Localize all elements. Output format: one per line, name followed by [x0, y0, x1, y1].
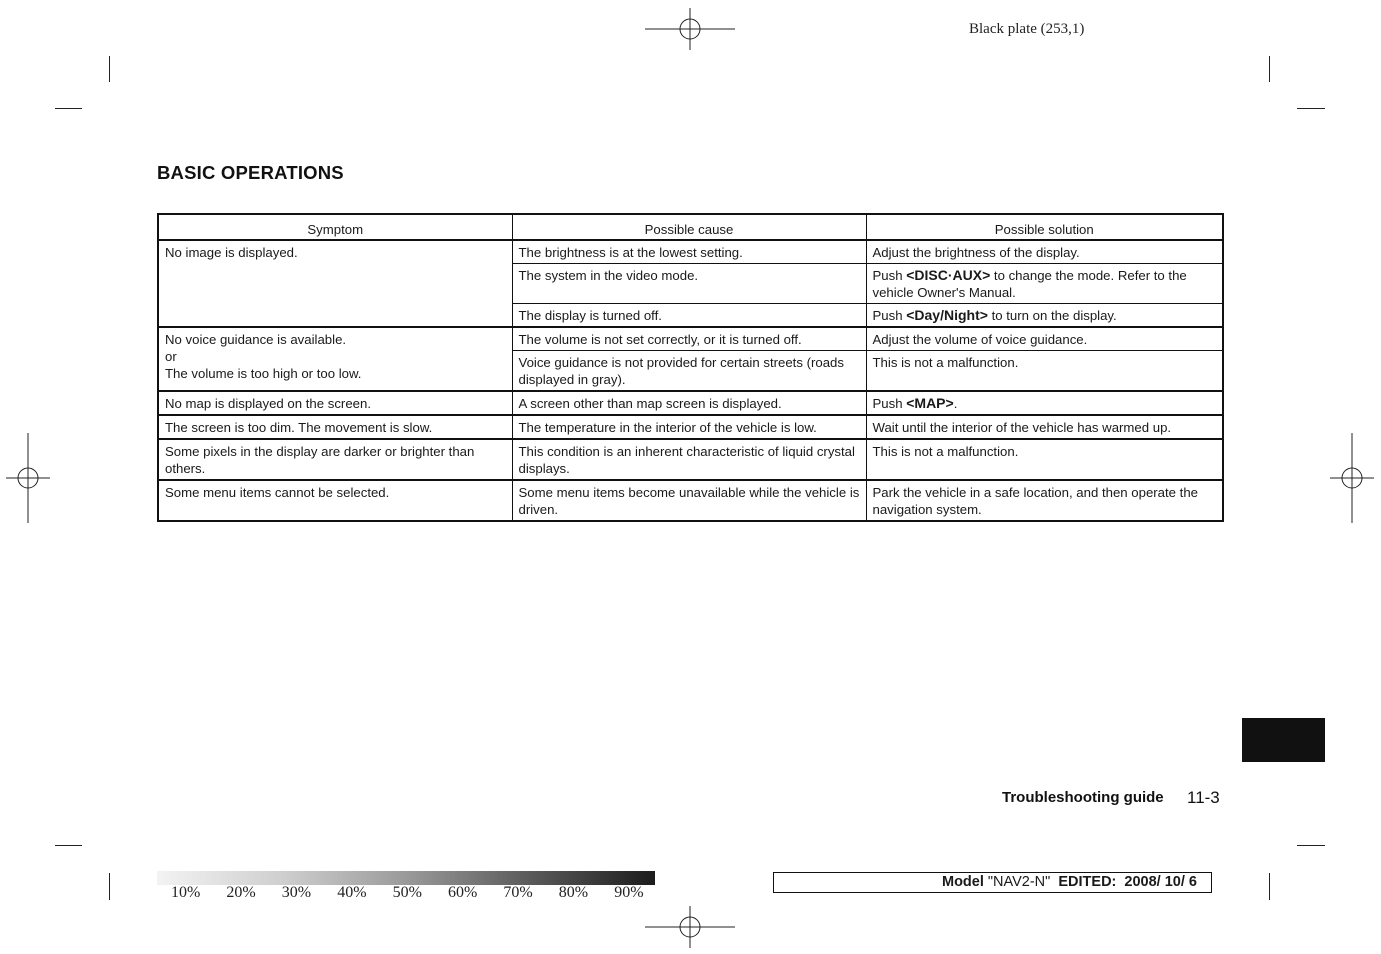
solution-text: Push: [872, 268, 907, 283]
solution-text: to turn on the display.: [987, 308, 1117, 323]
solution-cell: [866, 327, 1223, 351]
solution-text: Push: [872, 308, 907, 323]
model-prefix: Model: [941, 874, 988, 890]
symptom-text: No image is displayed.: [165, 245, 298, 260]
table-row: [158, 480, 1223, 521]
solution-cell: [866, 415, 1223, 439]
percent-label: 30%: [281, 884, 312, 901]
header-solution: Possible solution: [866, 214, 1223, 240]
cause-cell: Voice guidance is not provided for certain streets (roads displayed in gray).: [512, 351, 866, 392]
cause-cell: A screen other than map screen is displayed.: [512, 391, 866, 415]
table-header-row: [158, 214, 1223, 240]
gray-scale-bar: [157, 871, 655, 885]
table-row: [158, 327, 1223, 351]
troubleshooting-table: [157, 213, 1224, 522]
percent-label: 90%: [614, 884, 644, 901]
footer-guide-title: Troubleshooting guide: [1002, 789, 1164, 806]
percent-label: 50%: [392, 884, 422, 901]
model-name: "NAV2-N": [987, 874, 1051, 890]
registration-mark-right: [1330, 433, 1374, 523]
solution-cell: [866, 264, 1223, 304]
cause-cell: Some menu items become unavailable while the vehicle is driven.: [512, 480, 866, 521]
model-info-box: [773, 872, 1212, 893]
solution-text: This is not a malfunction.: [872, 444, 1019, 459]
symptom-text: The screen is too dim. The movement is slow.: [165, 420, 433, 435]
symptom-text: or: [165, 349, 177, 364]
table-row: [158, 391, 1223, 415]
solution-cell: [866, 351, 1223, 392]
section-title: BASIC OPERATIONS: [157, 162, 344, 183]
registration-mark-bottom: [645, 906, 735, 948]
symptom-cell: [158, 327, 512, 391]
symptom-text: The volume is too high or too low.: [165, 366, 362, 381]
symptom-text: Some pixels in the display are darker or brighter than others.: [165, 444, 475, 476]
table-body: [158, 240, 1223, 521]
registration-mark-left: [6, 433, 50, 523]
cause-cell: The display is turned off.: [512, 304, 866, 328]
table-row: [158, 439, 1223, 480]
symptom-text: No map is displayed on the screen.: [165, 396, 371, 411]
percent-label: 10%: [171, 884, 201, 901]
cause-cell: The system in the video mode.: [512, 264, 866, 304]
percent-label: 80%: [558, 884, 589, 901]
button-reference: <DISC·AUX>: [906, 267, 991, 283]
percent-label: 60%: [448, 884, 478, 901]
page-number: 11-3: [1187, 788, 1220, 807]
solution-text: Adjust the brightness of the display.: [872, 245, 1080, 260]
solution-cell: [866, 391, 1223, 415]
percent-label: 20%: [226, 884, 256, 901]
solution-text: Push: [872, 396, 907, 411]
chapter-tab: [1242, 718, 1325, 762]
symptom-text: No voice guidance is available.: [165, 332, 347, 347]
symptom-cell: [158, 415, 512, 439]
symptom-cell: [158, 480, 512, 521]
cause-cell: The brightness is at the lowest setting.: [512, 240, 866, 264]
solution-text: .: [953, 396, 958, 411]
solution-cell: [866, 304, 1223, 328]
solution-cell: [866, 439, 1223, 480]
table-row: [158, 240, 1223, 264]
symptom-cell: [158, 439, 512, 480]
percent-label: 70%: [503, 884, 533, 901]
cause-cell: This condition is an inherent characteristic of liquid crystal displays.: [512, 439, 866, 480]
solution-text: Wait until the interior of the vehicle has warmed up.: [872, 420, 1172, 435]
solution-text: to change the mode. Refer to the vehicle Owner's Manual.: [872, 268, 1187, 300]
symptom-text: Some menu items cannot be selected.: [165, 485, 390, 500]
registration-mark-top: [645, 8, 735, 50]
symptom-cell: [158, 240, 512, 327]
solution-cell: [866, 240, 1223, 264]
solution-text: Park the vehicle in a safe location, and then operate the navigation system.: [872, 485, 1199, 517]
button-reference: <Day/Night>: [906, 307, 988, 323]
solution-text: This is not a malfunction.: [872, 355, 1019, 370]
solution-text: Adjust the volume of voice guidance.: [872, 332, 1088, 347]
header-cause: Possible cause: [512, 214, 866, 240]
header-symptom: Symptom: [158, 214, 512, 240]
button-reference: <MAP>: [906, 395, 954, 411]
percent-label: 40%: [337, 884, 367, 901]
table-row: [158, 415, 1223, 439]
plate-label: Black plate (253,1): [969, 21, 1085, 37]
cause-cell: The temperature in the interior of the vehicle is low.: [512, 415, 866, 439]
solution-cell: [866, 480, 1223, 521]
edited-date: EDITED: 2008/ 10/ 6: [1050, 874, 1197, 890]
cause-cell: The volume is not set correctly, or it is turned off.: [512, 327, 866, 351]
symptom-cell: [158, 391, 512, 415]
